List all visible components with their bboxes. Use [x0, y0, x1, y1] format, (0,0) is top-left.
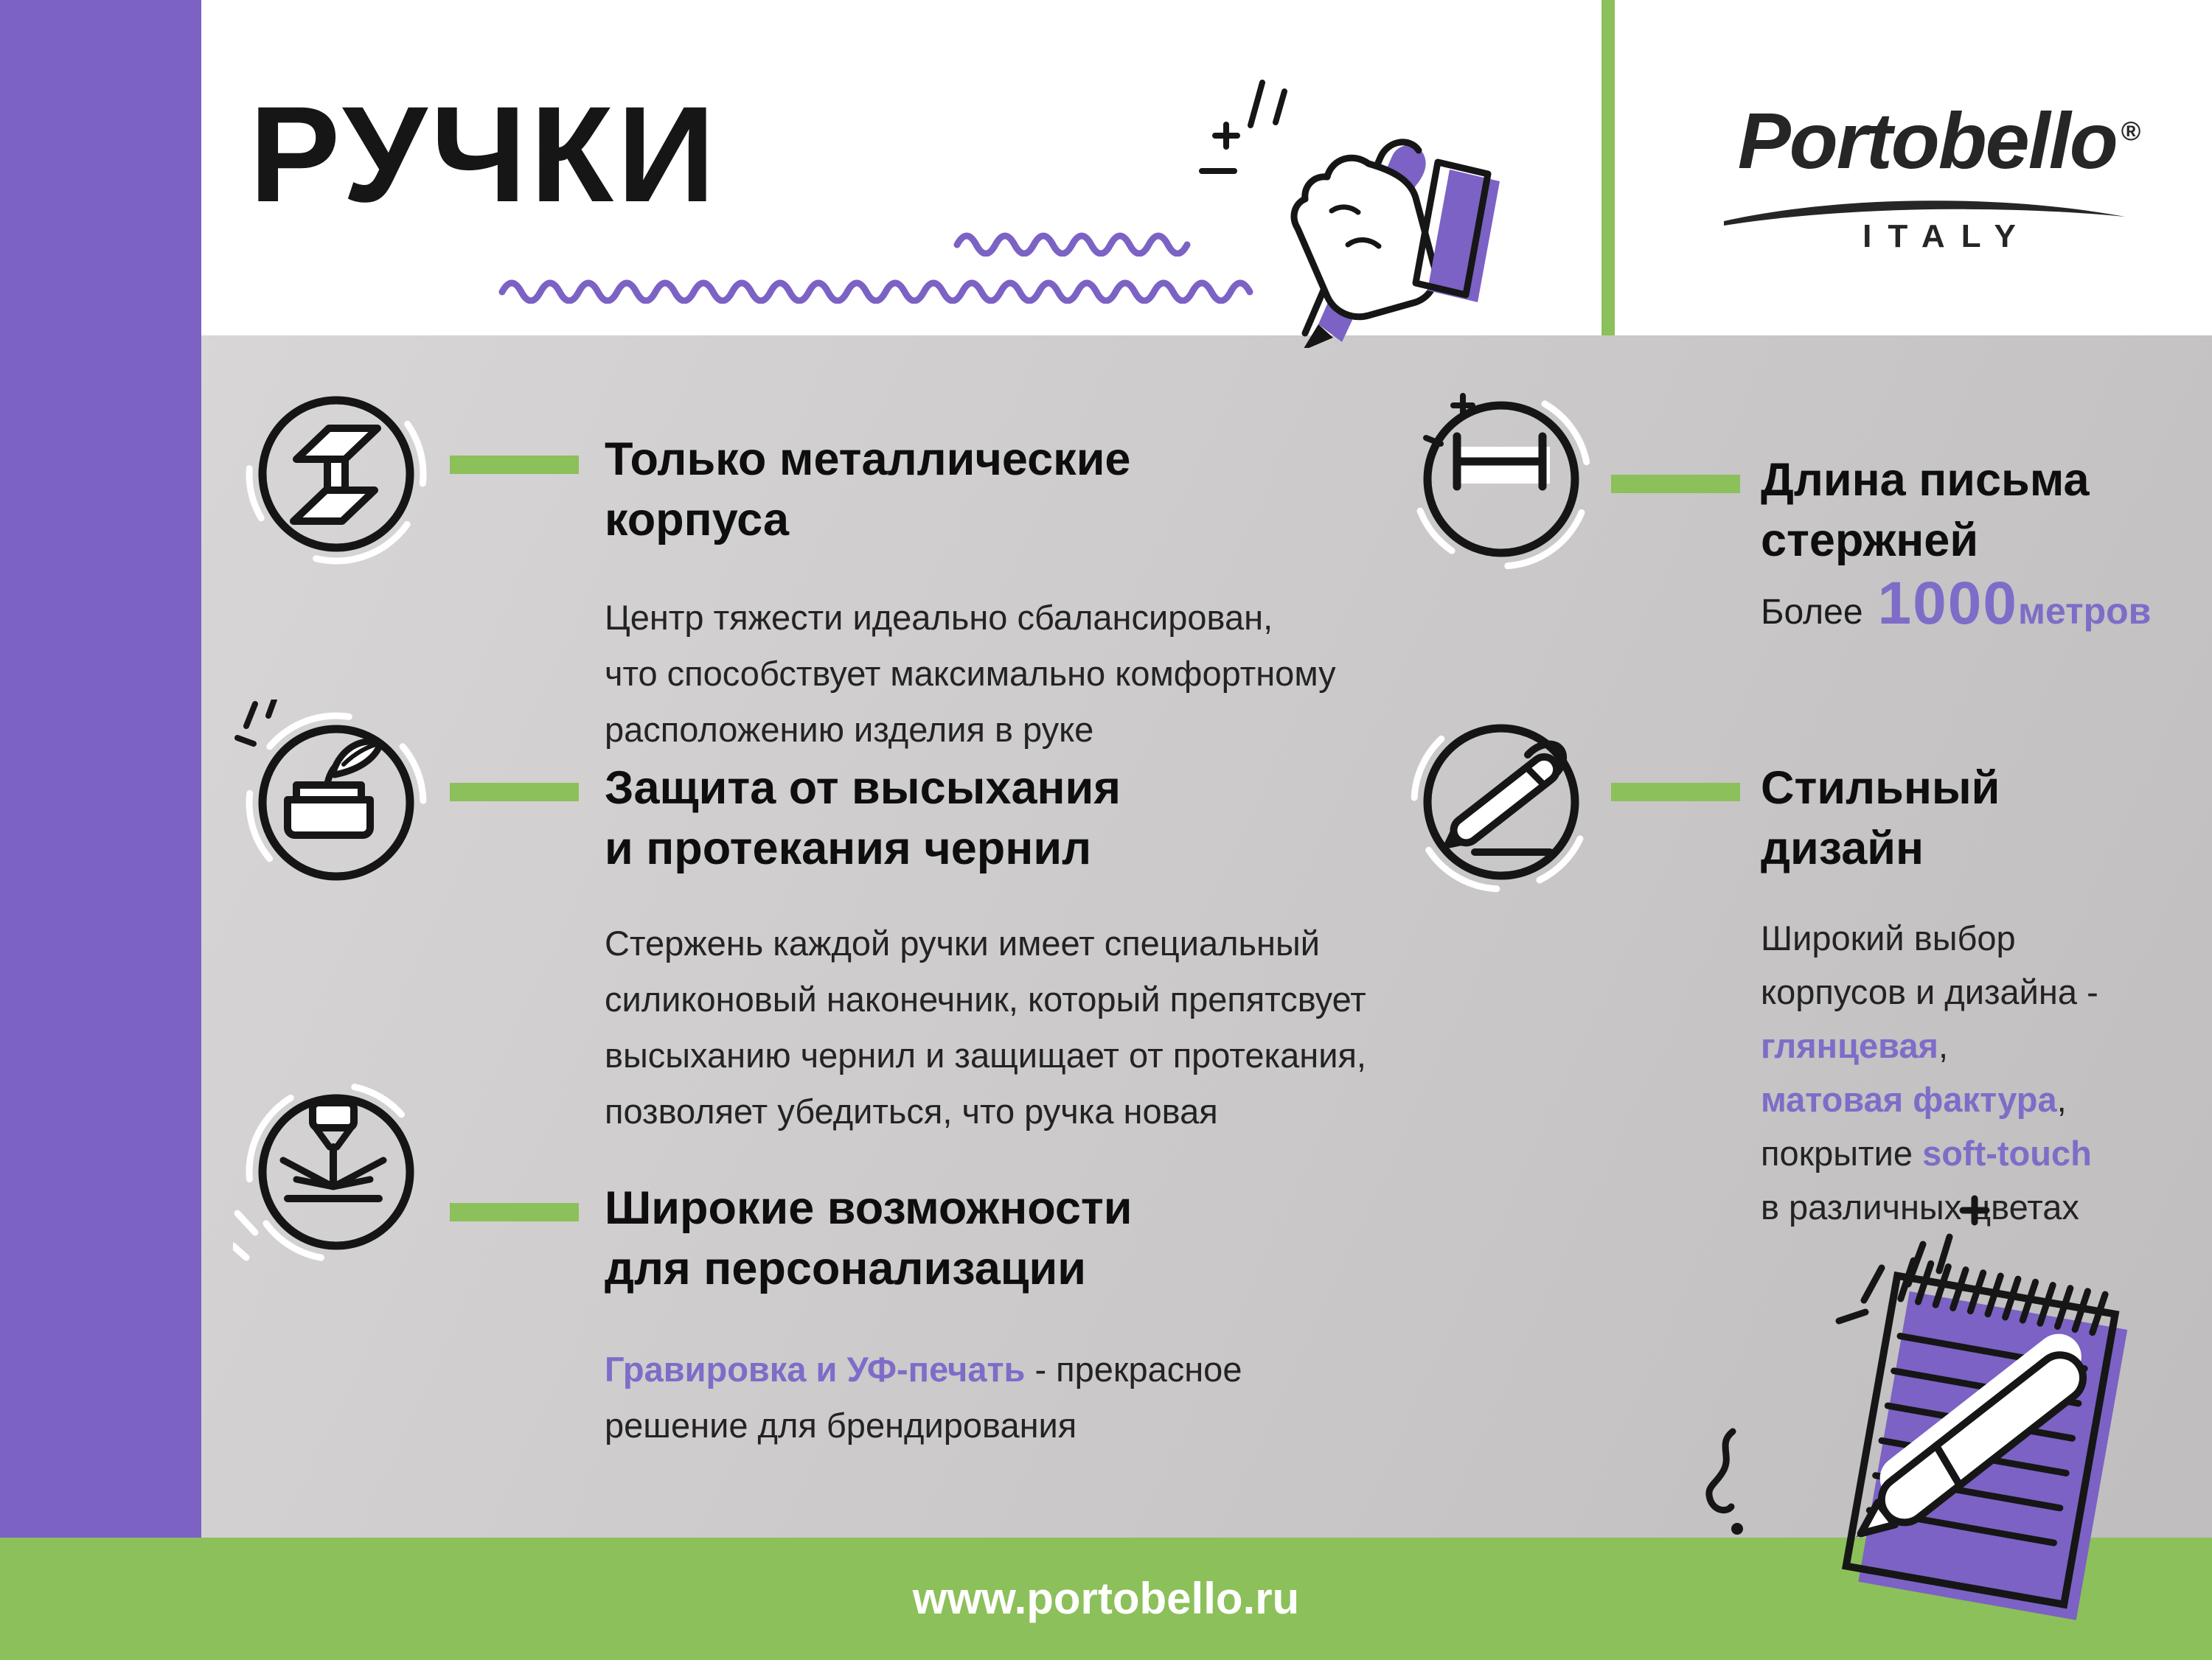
metal-body-icon: [233, 371, 439, 577]
body-line: решение для брендирования: [605, 1406, 1077, 1445]
feature-heading: [605, 1178, 1133, 1299]
refill-length-icon: [1398, 376, 1604, 582]
feature-body: [605, 1342, 1242, 1454]
value-prefix: Более: [1761, 593, 1863, 632]
heading-line: для персонализации: [605, 1243, 1086, 1294]
feature-connector-line: [1611, 783, 1740, 801]
feature-connector-line: [1611, 475, 1740, 493]
body-line: силиконовый наконечник, который препятсвует: [605, 980, 1366, 1019]
heading-line: Широкие возможности: [605, 1182, 1133, 1234]
body-rest: ,: [2056, 1080, 2067, 1119]
body-rest: ,: [1938, 1026, 1949, 1065]
brand-logo: [1733, 94, 2146, 186]
ink-protection-icon: [233, 700, 439, 906]
page-title: РУЧКИ: [249, 79, 719, 231]
body-line: Центр тяжести идеально сбалансирован,: [605, 598, 1273, 637]
laser-engraving-icon: [233, 1069, 439, 1275]
body-line: [1761, 1019, 2098, 1073]
feature-connector-line: [450, 783, 579, 801]
notepad-pen-illustration: [1688, 1188, 2175, 1631]
body-line: [1761, 1073, 2098, 1126]
body-line: в различных цветах: [1761, 1188, 2079, 1227]
feature-heading: [605, 758, 1121, 879]
heading-line: Защита от высыхания: [605, 762, 1121, 814]
left-purple-bar: [0, 0, 201, 1538]
refill-length-value: [1761, 569, 2151, 638]
body-line: Стержень каждой ручки имеет специальный: [605, 924, 1320, 963]
heading-line: дизайн: [1761, 823, 1924, 874]
body-line: [605, 1342, 1242, 1398]
heading-line: и протекания чернил: [605, 823, 1092, 874]
brand-name: Portobello: [1737, 96, 2117, 185]
body-line: что способствует максимально комфортному: [605, 654, 1336, 693]
feature-connector-line: [450, 1203, 579, 1221]
heading-line: корпуса: [605, 494, 790, 545]
registered-mark-icon: ®: [2121, 116, 2141, 146]
body-line: позволяет убедиться, что ручка новая: [605, 1092, 1218, 1131]
stylish-design-pen-icon: [1398, 699, 1604, 905]
heading-line: Стильный: [1761, 762, 2000, 814]
wavy-underline-long-icon: [498, 271, 1265, 304]
footer-url: www.portobello.ru: [912, 1574, 1300, 1623]
body-line: корпусов и дизайна -: [1761, 972, 2098, 1011]
body-line: расположению изделия в руке: [605, 710, 1094, 749]
body-line: высыханию чернил и защищает от протекания,: [605, 1036, 1366, 1075]
wavy-underline-short-icon: [953, 224, 1203, 257]
heading-line: Длина письма: [1761, 454, 2090, 506]
feature-heading: [1761, 758, 2000, 879]
heading-line: стержней: [1761, 515, 1979, 566]
feature-heading: [605, 429, 1130, 550]
body-line: Широкий выбор: [1761, 918, 2016, 958]
feature-body: [605, 916, 1366, 1140]
hand-writing-pen-illustration: [1194, 53, 1541, 348]
feature-heading: [1761, 450, 2090, 571]
value-unit: метров: [2017, 590, 2152, 632]
heading-line: Только металлические: [605, 433, 1131, 485]
body-accent: soft-touch: [1922, 1134, 2092, 1173]
green-divider-stripe: [1601, 0, 1615, 335]
body-rest: покрытие: [1761, 1134, 1913, 1173]
logo-country-label: ITALY: [1863, 218, 2032, 254]
body-rest: - прекрасное: [1025, 1350, 1242, 1389]
feature-body: [1761, 911, 2098, 1234]
body-accent: глянцевая: [1761, 1026, 1938, 1065]
body-accent: Гравировка и УФ-печать: [605, 1350, 1026, 1389]
body-accent: матовая фактура: [1761, 1080, 2057, 1119]
body-line: [1761, 1126, 2098, 1180]
feature-body: [605, 590, 1336, 758]
feature-connector-line: [450, 456, 579, 474]
value-number: 1000: [1877, 570, 2018, 637]
